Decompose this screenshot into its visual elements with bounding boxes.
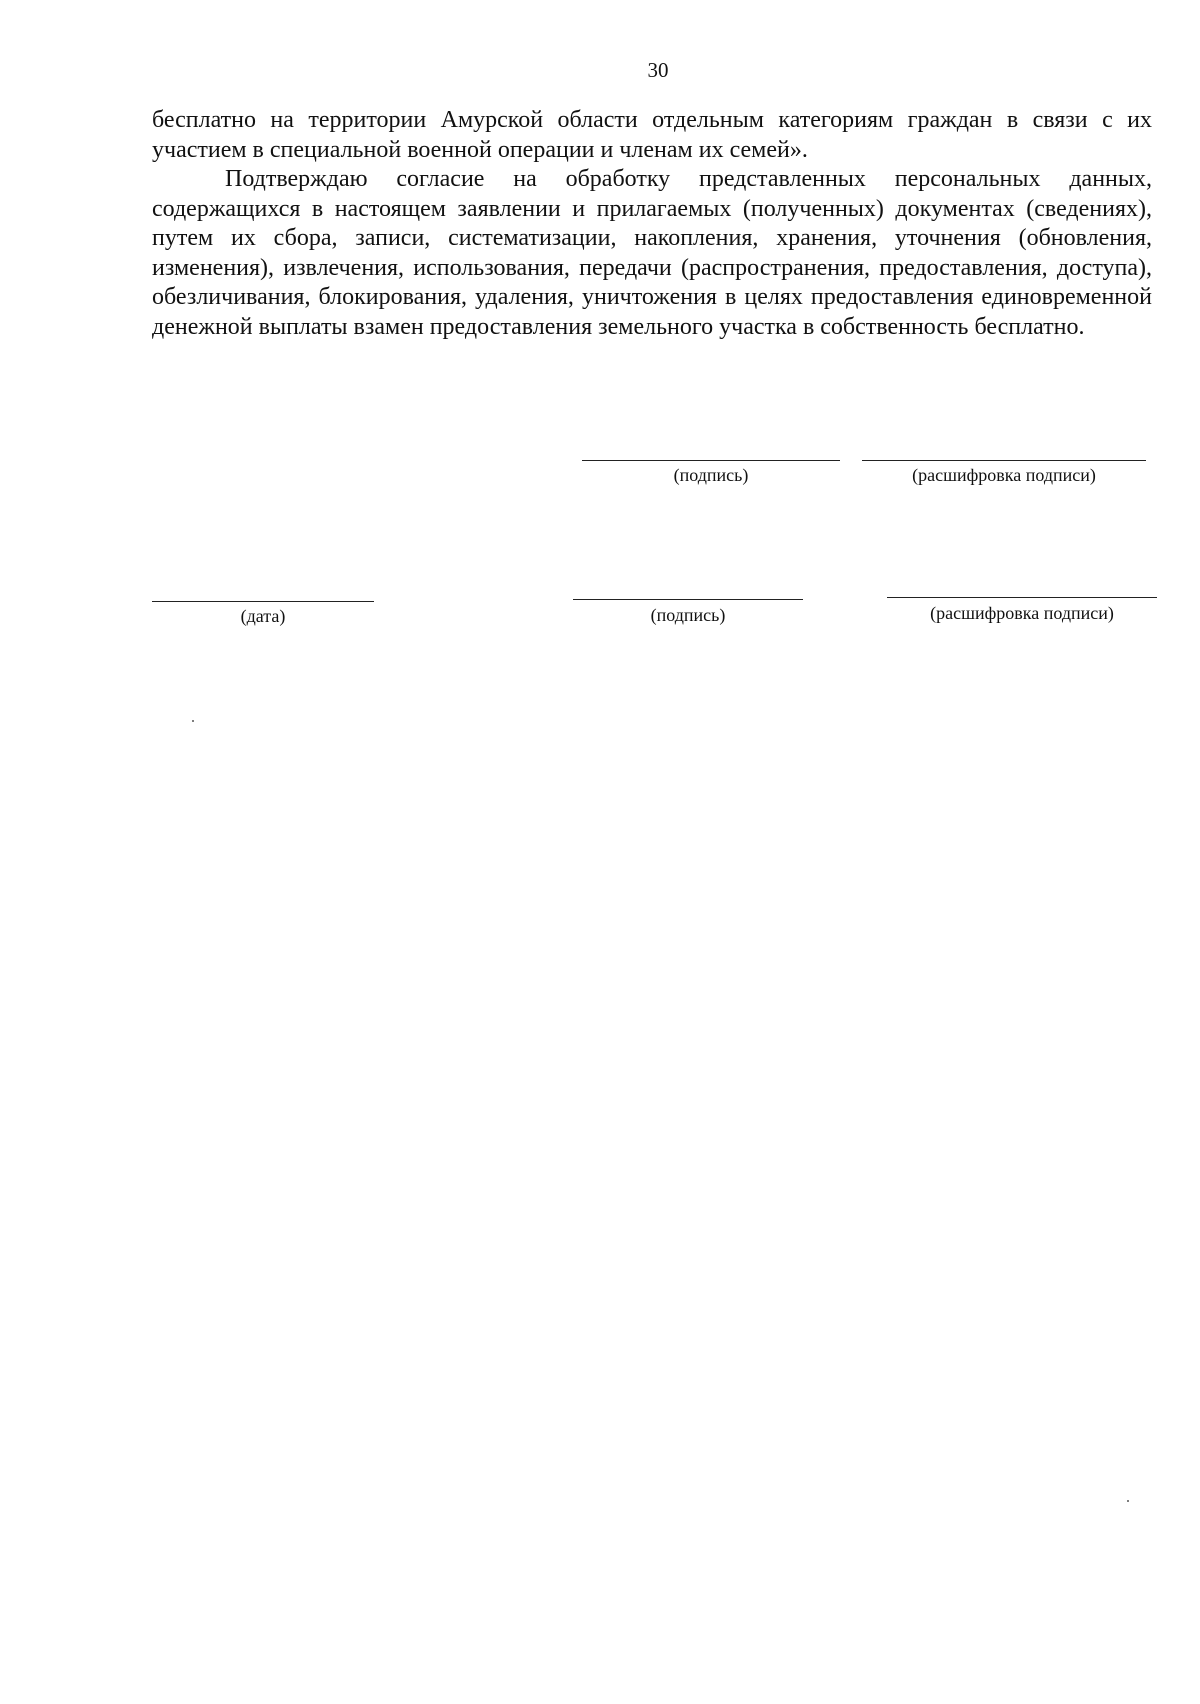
body-text [152, 106, 1152, 342]
paragraph-continuation: бесплатно на территории Амурской области отдельным категориям граждан в связи с их участием в специальной военной операции и членам их семей». [152, 107, 1152, 163]
paragraph-consent: Подтверждаю согласие на обработку представленных персональных данных, содержащихся в настоящем заявлении и прилагаемых (полученных) документах (сведениях), путем их сбора, записи, систематизации, накопления, хранения, уточнения (обновления, изменения), извлечения, использования, передачи (распространения, предоставления, доступа), обезличивания, блокирования, удаления, уничтожения в целях предоставления единовременной денежной выплаты взамен предоставления земельного участка в собственность бесплатно. [152, 166, 1152, 340]
decoding-line-1 [862, 460, 1146, 461]
page-number: 30 [647, 58, 669, 82]
signature-label-1: (подпись) [673, 465, 749, 485]
scan-speck [192, 720, 194, 722]
date-line [152, 601, 374, 602]
scan-speck [1127, 1500, 1129, 1502]
date-label: (дата) [240, 606, 286, 626]
signature-line-2 [573, 599, 803, 600]
signature-label-2: (подпись) [650, 605, 726, 625]
decoding-line-2 [887, 597, 1157, 598]
signature-line-1 [582, 460, 840, 461]
decoding-label-2: (расшифровка подписи) [930, 603, 1114, 623]
decoding-label-1: (расшифровка подписи) [912, 465, 1096, 485]
